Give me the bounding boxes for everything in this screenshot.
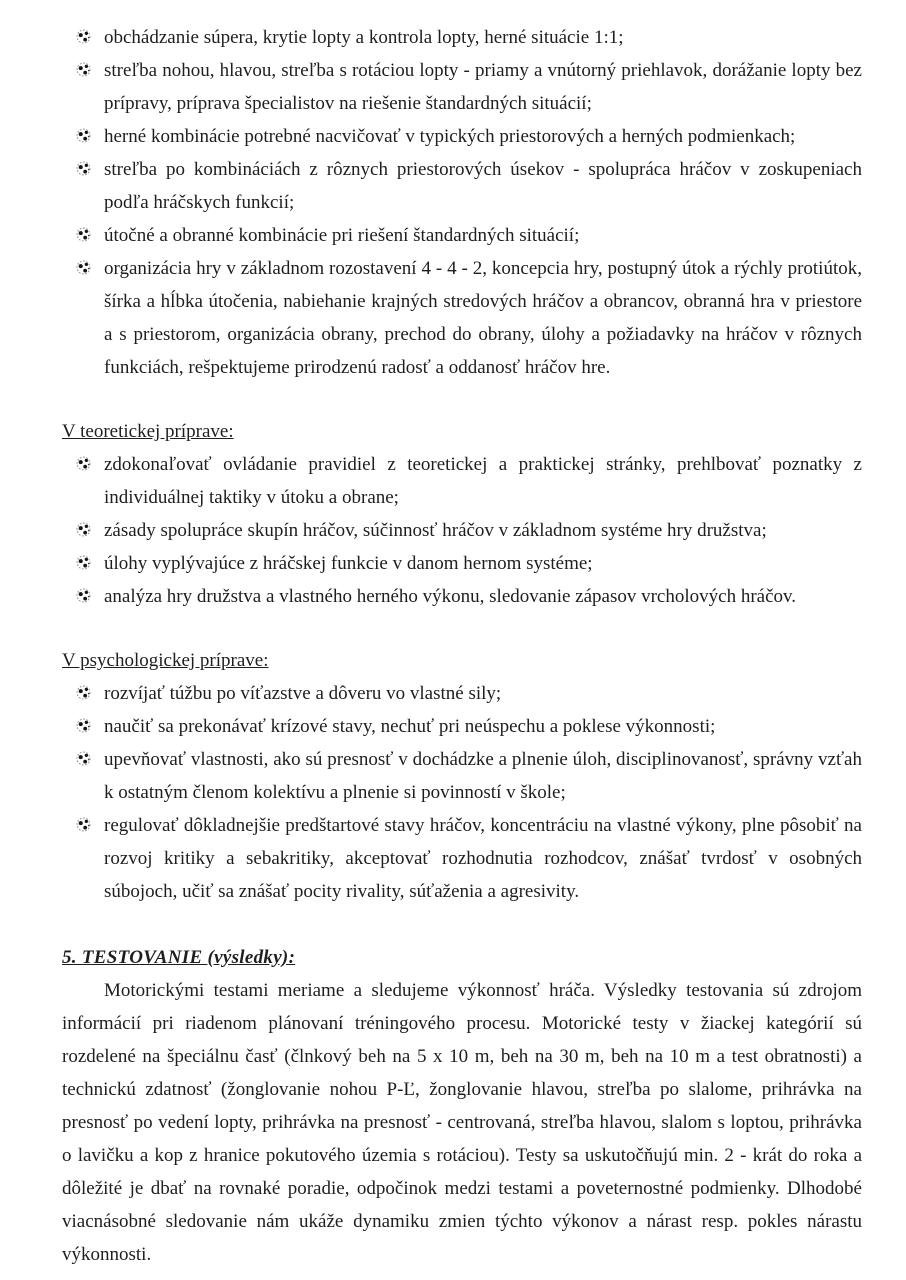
list-item-text: rozvíjať túžbu po víťazstve a dôveru vo vlastné sily; [104, 683, 502, 704]
list-item-text: streľba po kombináciách z rôznych priestorových úsekov - spolupráca hráčov v zoskupeniach podľa hráčskych funkcií; [104, 159, 862, 213]
soccer-ball-bullet-icon [76, 456, 91, 471]
list-item [62, 54, 862, 120]
list-item [62, 809, 862, 908]
section-heading-theoretical-preparation: V teoretickej príprave: [62, 421, 234, 442]
psychological-bullet-list [62, 677, 862, 908]
soccer-ball-bullet-icon [76, 227, 91, 242]
list-item [62, 580, 862, 613]
list-item [62, 252, 862, 384]
list-item-text: obchádzanie súpera, krytie lopty a kontrola lopty, herné situácie 1:1; [104, 27, 624, 48]
list-item [62, 219, 862, 252]
list-item-text: naučiť sa prekonávať krízové stavy, nechuť pri neúspechu a poklese výkonnosti; [104, 716, 716, 737]
list-item-text: zdokonaľovať ovládanie pravidiel z teoretickej a praktickej stránky, prehlbovať poznatky z individuálnej taktiky v útoku a obrane; [104, 454, 862, 508]
soccer-ball-bullet-icon [76, 555, 91, 570]
soccer-ball-bullet-icon [76, 128, 91, 143]
list-item-text: herné kombinácie potrebné nacvičovať v typických priestorových a herných podmienkach; [104, 126, 796, 147]
list-item [62, 547, 862, 580]
list-item-text: zásady spolupráce skupín hráčov, súčinnosť hráčov v základnom systéme hry družstva; [104, 520, 767, 541]
list-item-text: úlohy vyplývajúce z hráčskej funkcie v danom hernom systéme; [104, 553, 593, 574]
list-item [62, 677, 862, 710]
list-item [62, 120, 862, 153]
soccer-ball-bullet-icon [76, 29, 91, 44]
intro-bullet-list [62, 21, 862, 384]
list-item-text: upevňovať vlastnosti, ako sú presnosť v dochádzke a plnenie úloh, disciplinovanosť, správny vzťah k ostatným členom kolektívu a plnenie si povinností v škole; [104, 749, 862, 803]
list-item-text: streľba nohou, hlavou, streľba s rotáciou lopty - priamy a vnútorný priehlavok, dorážanie lopty bez prípravy, príprava špecialistov na riešenie štandardných situácií; [104, 60, 862, 114]
section-heading-psychological-preparation: V psychologickej príprave: [62, 650, 269, 671]
soccer-ball-bullet-icon [76, 751, 91, 766]
list-item [62, 153, 862, 219]
list-item-text: organizácia hry v základnom rozostavení 4 - 4 - 2, koncepcia hry, postupný útok a rýchly protiútok, šírka a hĺbka útočenia, nabiehanie krajných stredových hráčov a obrancov, obranná hra v priestore a s priestorom, organizácia obrany, prechod do obrany, úlohy a požiadavky na hráčov v rôznych funkciách, rešpektujeme prirodzenú radosť a oddanosť hráčov hre. [104, 258, 862, 378]
soccer-ball-bullet-icon [76, 161, 91, 176]
list-item-text: analýza hry družstva a vlastného herného výkonu, sledovanie zápasov vrcholových hráčov. [104, 586, 797, 607]
testing-paragraph: Motorickými testami meriame a sledujeme výkonnosť hráča. Výsledky testovania sú zdrojom informácií pri riadenom plánovaní tréningového procesu. Motorické testy v žiackej kategórií sú rozdelené na špeciálnu časť (člnkový beh na 5 x 10 m, beh na 30 m, beh na 10 m a test obratnosti) a technickú zdatnosť (žonglovanie nohou P-Ľ, žonglovanie hlavou, streľba po slalome, prihrávka na presnosť po vedení lopty, prihrávka na presnosť - centrovaná, streľba hlavou, slalom s loptou, prihrávka o lavičku a kop z hranice pokutového územia s rotáciou). Testy sa uskutočňujú min. 2 - krát do roka a dôležité je dbať na rovnaké poradie, odpočinok medzi testami a poveternostné podmienky. Dlhodobé viacnásobné sledovanie nám ukáže dynamiku zmien týchto výkonov a nárast resp. pokles nárastu výkonnosti. [62, 980, 862, 1265]
soccer-ball-bullet-icon [76, 522, 91, 537]
soccer-ball-bullet-icon [76, 685, 91, 700]
list-item [62, 710, 862, 743]
list-item [62, 514, 862, 547]
section-heading-testing: 5. TESTOVANIE (výsledky): [62, 947, 296, 968]
list-item [62, 448, 862, 514]
theoretical-bullet-list [62, 448, 862, 613]
soccer-ball-bullet-icon [76, 817, 91, 832]
soccer-ball-bullet-icon [76, 62, 91, 77]
list-item [62, 21, 862, 54]
list-item-text: regulovať dôkladnejšie predštartové stavy hráčov, koncentráciu na vlastné výkony, plne pôsobiť na rozvoj kritiky a sebakritiky, akceptovať rozhodnutia rozhodcov, znášať tvrdosť v osobných súbojoch, učiť sa znášať pocity rivality, súťaženia a agresivity. [104, 815, 862, 902]
soccer-ball-bullet-icon [76, 718, 91, 733]
soccer-ball-bullet-icon [76, 588, 91, 603]
list-item-text: útočné a obranné kombinácie pri riešení štandardných situácií; [104, 225, 580, 246]
soccer-ball-bullet-icon [76, 260, 91, 275]
list-item [62, 743, 862, 809]
